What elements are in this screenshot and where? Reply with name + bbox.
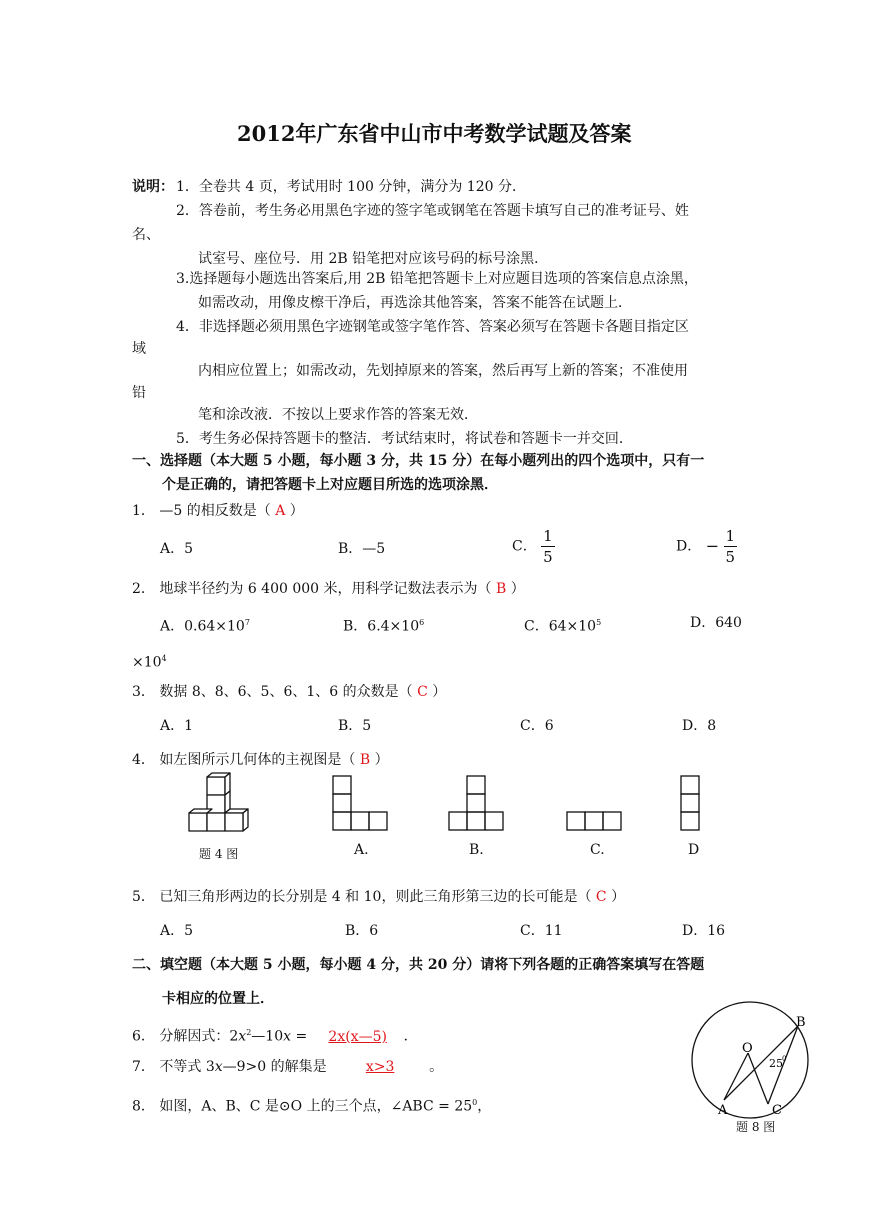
q3-close: ） [432,684,447,700]
instruction-3a: 3.选择题每小题选出答案后,用 2B 铅笔把答题卡上对应题目选项的答案信息点涂黑， [176,271,698,287]
question-1 [132,502,304,520]
q1-answer: A [275,503,286,519]
instruction-5: 5．考生务必保持答题卡的整洁．考试结束时，将试卷和答题卡一并交回． [176,431,633,447]
q1-option-d-sign: − [705,536,720,556]
q8-label-c: C [772,1103,782,1118]
instruction-3b: 如需改动，用像皮檫干净后，再选涂其他答案，答案不能答在试题上． [198,295,632,311]
q2-answer: B [495,581,507,597]
q2-option-b: B．$6.4\times 10^6$ [343,618,425,635]
q8-figure-caption: 题 8 图 [736,1120,776,1134]
q6-answer: 2x(x—5) [328,1028,387,1045]
q1-option-d-label: D． [676,538,702,555]
q4-option-b-view [448,775,508,835]
q1-option-c-fraction: $\frac{1}{5}$ [543,527,553,566]
q2-option-d: D．640 [690,615,742,631]
instruction-4d: 铅 [132,385,146,401]
q7-answer: x>3 [365,1059,395,1075]
q4-option-d: D [688,842,700,858]
q4-option-b: B. [469,842,484,858]
q5-number: 5． [132,889,155,905]
q3-option-b: B．5 [338,718,372,734]
q8-label-o: O [742,1041,753,1056]
page-title: 2012年广东省中山市中考数学试题及答案 [237,121,632,146]
instruction-2a: 2．答卷前，考生务必用黑色字迹的签字笔或钢笔在答题卡填写自己的准考证号、姓 [176,203,689,219]
q3-answer: C [417,684,428,700]
q3-option-a: A．1 [160,718,194,734]
section1-heading: 一、选择题（本大题 5 小题，每小题 3 分，共 15 分）在每小题列出的四个选项中，只有一 [132,453,705,469]
question-5 [132,888,625,906]
q8-angle-label: 25 [769,1057,783,1070]
question-4 [132,751,389,769]
q6-stem-a: 分解因式：2 [159,1028,239,1045]
q8-label-b: B [796,1015,806,1030]
q3-stem: 数据 8、8、6、5、6、1、6 的众数是（ [159,684,413,700]
instruction-2b: 名、 [132,227,160,243]
q1-number: 1． [132,503,155,519]
q4-stem: 如左图所示几何体的主视图是（ [159,752,356,768]
q5-stem: 已知三角形两边的长分别是 4 和 10，则此三角形第三边的长可能是（ [159,889,592,905]
instruction-4e: 笔和涂改液．不按以上要求作答的答案无效． [198,407,478,423]
q5-option-a: A．5 [160,923,194,939]
question-8: 8． 如图，A、B、C 是⊙O 上的三个点，∠ABC = $25^0$， [132,1098,492,1115]
instruction-1: 1．全卷共 4 页，考试用时 100 分钟，满分为 120 分． [176,179,526,195]
q1-option-a: A．5 [160,541,194,557]
q3-option-c: C．6 [520,718,554,734]
q8-stem: 如图，A、B、C 是⊙O 上的三个点，∠ABC = 25 [159,1098,473,1115]
section2-heading: 二、填空题（本大题 5 小题，每小题 4 分，共 20 分）请将下列各题的正确答案填写在答题 [132,957,705,973]
q1-option-d [676,526,737,567]
q4-option-c: C. [590,842,605,858]
q4-close: ） [374,752,389,768]
q5-close: ） [611,889,626,905]
question-7: 7． 不等式 3x—9>0 的解集是 x>3 。 [132,1059,444,1075]
q7-number: 7． [132,1059,155,1075]
q4-answer: B [359,752,371,768]
q1-option-b: B．—5 [338,541,386,557]
q1-close: ） [289,503,304,519]
q4-solid-figure [185,775,275,840]
q1-stem: —5 的相反数是（ [159,503,271,519]
q5-option-c: C．11 [520,923,563,939]
q5-option-b: B．6 [345,923,379,939]
q4-option-d-view [680,775,704,835]
q5-option-d: D．16 [682,923,726,939]
instruction-4b: 域 [132,341,146,357]
q8-label-a: A [718,1103,728,1118]
q5-answer: C [595,889,607,905]
q1-option-c-label: C． [512,538,537,555]
q6-number: 6． [132,1028,155,1045]
q3-option-d: D．8 [682,718,717,734]
q4-figure-caption: 题 4 图 [199,847,239,861]
q2-option-a: A．$0.64\times 10^7$ [160,618,250,635]
section2-heading-2: 卡相应的位置上． [162,991,274,1007]
q2-close: ） [510,581,525,597]
q4-option-c-view [566,811,626,833]
question-3 [132,683,446,701]
instructions-label: 说明： [132,179,174,195]
q2-number: 2． [132,581,155,597]
q1-option-d-fraction: $\frac{1}{5}$ [725,527,736,566]
q2-option-d-cont: $\times 10^4$ [132,654,167,671]
q2-option-c: C．$64\times 10^5$ [524,618,602,635]
section1-heading-2: 个是正确的，请把答题卡上对应题目所选的选项涂黑． [162,477,498,493]
q3-number: 3． [132,684,155,700]
question-6: 6． 分解因式：$2x^2—10x$ = 2x(x—5) ． [132,1028,418,1045]
instruction-2c: 试室号、座位号．用 2B 铅笔把对应该号码的标号涂黑． [198,251,549,267]
instruction-4a: 4．非选择题必须用黑色字迹钢笔或签字笔作答、答案必须写在答题卡各题目指定区 [176,319,689,335]
q4-option-a-view [332,775,392,835]
instruction-4c: 内相应位置上；如需改动，先划掉原来的答案，然后再写上新的答案；不准使用 [198,363,688,379]
q1-option-c [512,526,555,567]
q4-number: 4． [132,752,155,768]
q7-stem-a: 不等式 3 [159,1059,215,1075]
question-2 [132,580,525,598]
q8-number: 8． [132,1098,155,1115]
q2-stem: 地球半径约为 6 400 000 米，用科学记数法表示为（ [159,581,492,597]
q8-angle-degree: 0 [782,1055,787,1063]
q8-circle-figure [690,1000,830,1130]
q4-option-a: A. [354,842,369,858]
